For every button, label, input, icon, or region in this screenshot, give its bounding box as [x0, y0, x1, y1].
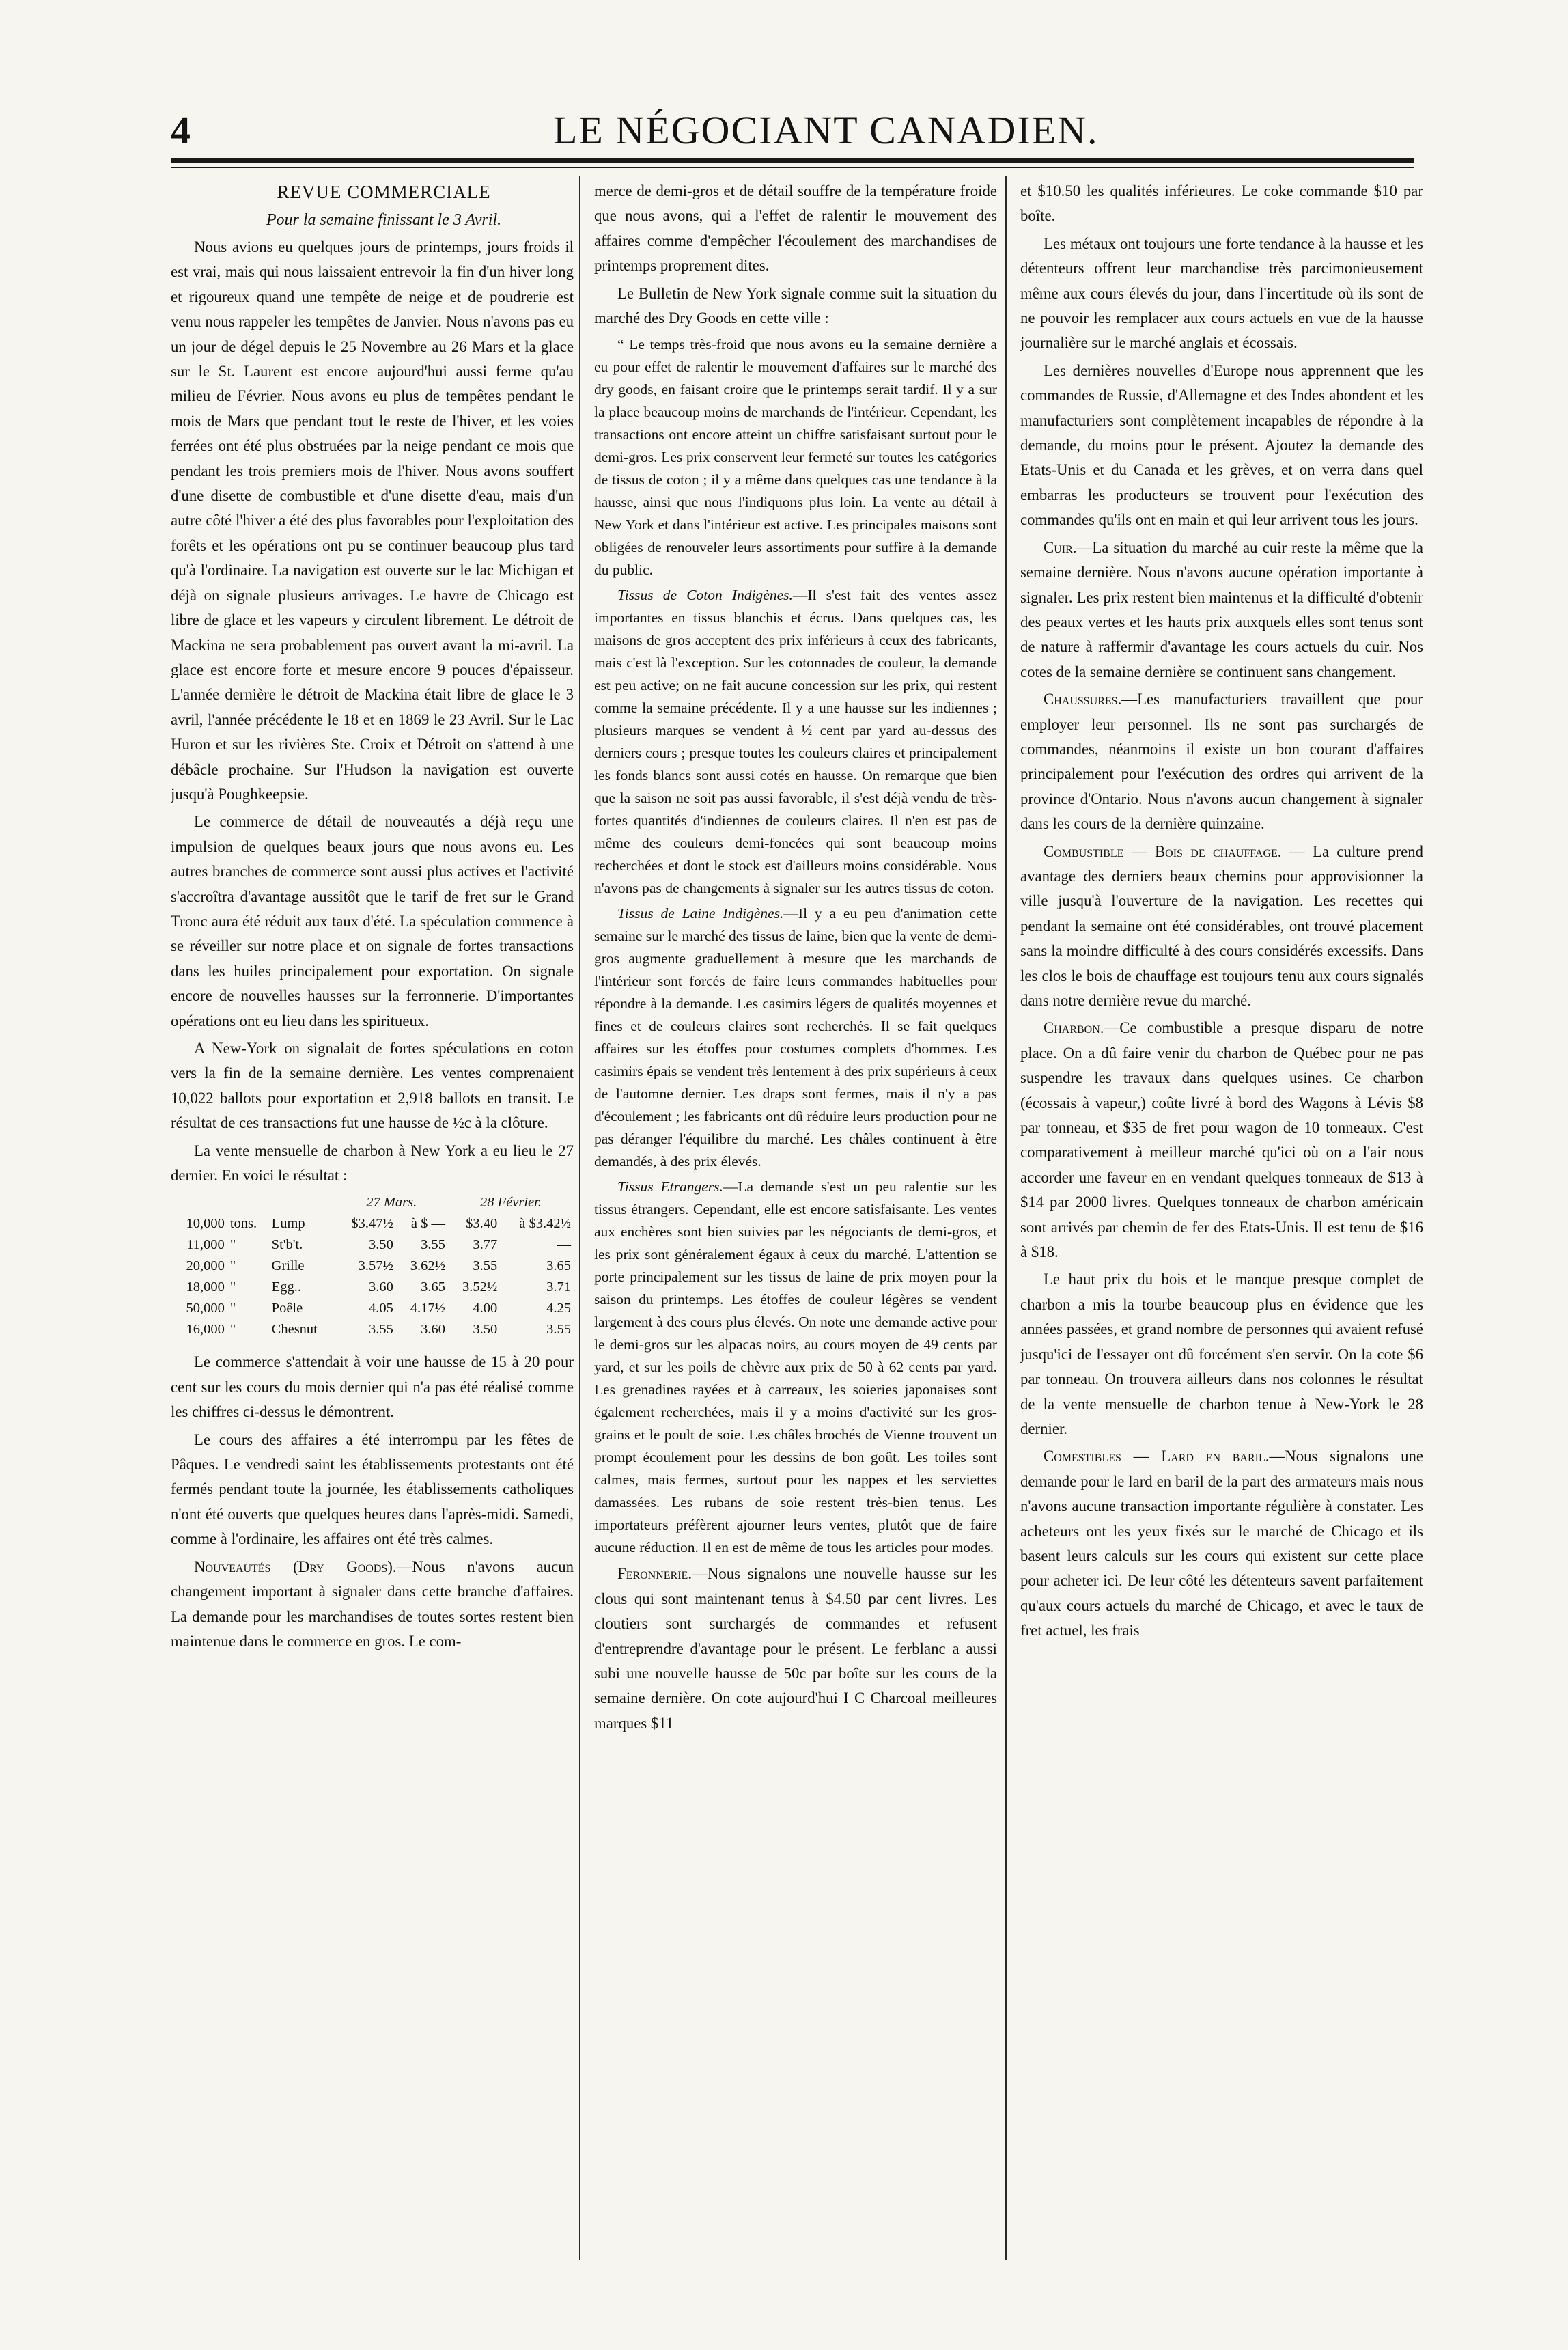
- paragraph-lead: Cuir.: [1044, 538, 1077, 556]
- table-cell: 3.55: [546, 1322, 571, 1338]
- paragraph-body: —Les manufacturiers travaillent que pour employer leur personnel. Ils ne sont pas surchargés de commandes, néanmoins il existe un bon courant d'affaires principalement pour l'exécution des ordres qui arrivent de la province d'Ontario. Nous n'avons aucun changement à signaler dans les cours de la dernière quinzaine.: [1020, 691, 1423, 833]
- table-row: [171, 1234, 574, 1256]
- column-3: [1020, 179, 1423, 2269]
- table-cell: 20,000: [186, 1258, 225, 1274]
- paragraph: merce de demi-gros et de détail souffre de la température froide que nous avons, qui a l'effet de ralentir le mouvement des affaires comme d'empêcher l'écoulement des marchandises de printemps proprement dites.: [594, 182, 997, 275]
- table-cell: 3.50: [368, 1237, 393, 1253]
- paragraph-body: —Nous n'avons aucun changement important à signaler dans cette branche d'affaires. La demande pour les marchandises de toutes sortes restent bien maintenue dans le commerce en gros. Le com-: [171, 1558, 574, 1650]
- table-cell: Egg..: [271, 1280, 301, 1295]
- table-cell: ": [229, 1280, 236, 1295]
- section-heading: REVUE COMMERCIALE: [277, 182, 491, 202]
- paragraph-body: —La demande s'est un peu ralentie sur les tissus étrangers. Cependant, elle est encore satisfaisante. Les ventes aux enchères sont bien suivies par les négociants de demi-gros, et les prix sont généralement égaux à ceux du marché. L'attention se porte principalement sur les tissus de laine de prix moyen pour la saison du printemps. Les étoffes de couleur légères se vendent largement à des cours plus élevés. On note une demande active pour le demi-gros sur les alpacas noirs, au cours moyen de 49 cents par yard, et sur les poils de chèvre aux prix de 50 à 62 cents par yard. Les grenadines rayées et à carreaux, les soieries japonaises sont également recherchées, mais il y a moins d'activité sur les gros-grains et le poult de soie. Les châles brochés de Vienne trouvent un prompt écoulement pour les dessins de bon goût. Les toiles sont calmes, mais fermes, surtout pour les nappes et les serviettes damassées. Les rubans de soie restent très-bien tenus. Les importateurs préfèrent ajourner leurs ventes, plutôt que de faire aucune réduction. Il en est de même de tous les articles pour modes.: [594, 1178, 997, 1556]
- paragraph-lead: Combustible — Bois de chauffage.: [1044, 842, 1282, 860]
- paragraph-body: —Il s'est fait des ventes assez importantes en tissus blanchis et écrus. Dans quelques cas, les maisons de gros acceptent des prix inférieurs à ceux des fabricants, mais c'est là l'exception. Sur les cotonnades de couleur, la demande est peu active; on ne fait aucune concession sur les prix, qui restent comme la semaine précédente. Il y a une hausse sur les indiennes ; plusieurs marques se vendent à ½ cent par yard au-dessus des derniers cours ; presque toutes les couleurs claires et principalement les fonds blancs sont aussi cotés en hausse. On remarque que bien que la saison ne soit pas aussi favorable, il s'est déjà vendu de très-fortes quantités d'indiennes de couleurs claires. Il n'en est pas de même des couleurs demi-foncées qui sont beaucoup moins recherchées et dont le stock est d'ailleurs moins considérable. Nous n'avons pas de changements à signaler sur les autres tissus de coton.: [594, 587, 997, 897]
- table-row: [171, 1277, 574, 1298]
- table-cell: $3.40: [466, 1216, 498, 1232]
- paragraph-body: —Nous signalons une nouvelle hausse sur les clous qui sont maintenant tenus à $4.50 par cent livres. Les cloutiers sont surchargés de commandes et refusent d'entreprendre d'avantage pour le présent. Le ferblanc a aussi subi une nouvelle hausse de 50c par boîte sur les cours de la semaine dernière. On cote aujourd'hui I C Charcoal meilleures marques $11: [594, 1565, 997, 1732]
- paragraph: Le Bulletin de New York signale comme suit la situation du marché des Dry Goods en cette ville :: [594, 284, 997, 327]
- table-cell: 3.71: [546, 1280, 571, 1295]
- table-cell: 10,000: [186, 1216, 225, 1232]
- table-cell: 3.50: [473, 1322, 498, 1338]
- column-header-fevrier: 28 Février.: [480, 1195, 542, 1211]
- table-cell: 3.57½: [358, 1258, 393, 1274]
- paragraph: [1020, 1016, 1423, 1264]
- table-row: [171, 1213, 574, 1234]
- paragraph: Le haut prix du bois et le manque presque complet de charbon a mis la tourbe beaucoup plus en évidence que les années passées, et grand nombre de personnes qui avaient refusé jusqu'ici de l'essayer ont dû forcément s'en servir. On la cote $6 par tonneau. On trouvera ailleurs dans nos colonnes le résultat de la vente mensuelle de charbon tenue à New-York le 28 dernier.: [1020, 1271, 1423, 1437]
- table-cell: 3.77: [473, 1237, 498, 1253]
- paragraph: Le commerce s'attendait à voir une hausse de 15 à 20 pour cent sur les cours du mois dernier qui n'a pas été réalisé comme les chiffres ci-dessus le démontrent.: [171, 1353, 574, 1421]
- paragraph: Le cours des affaires a été interrompu par les fêtes de Pâques. Le vendredi saint les établissements protestants ont été fermés pendant toute la journée, les établissements catholiques n'ont été ouverts que quelques heures dans l'après-midi. Samedi, comme à l'ordinaire, les affaires ont été très calmes.: [171, 1430, 574, 1548]
- paragraph: [594, 1562, 997, 1736]
- table-cell: 4.05: [368, 1301, 393, 1316]
- table-cell: ": [229, 1258, 236, 1274]
- paragraph-lead: Nouveautés (Dry Goods).: [194, 1558, 397, 1575]
- paragraph: A New-York on signalait de fortes spéculations en coton vers la fin de la semaine dernière. Les ventes comprenaient 10,022 ballots pour exportation et 2,918 ballots en transit. Le résultat de ces transactions fut une hausse de ½c à la clôture.: [171, 1040, 574, 1132]
- table-cell: 3.55: [368, 1322, 393, 1338]
- table-cell: 3.52½: [462, 1280, 498, 1295]
- paper-title: LE NÉGOCIANT CANADIEN.: [553, 108, 1099, 152]
- paragraph: [1020, 840, 1423, 1014]
- paragraph-lead: Feronnerie.: [617, 1565, 692, 1583]
- table-cell: 3.65: [421, 1280, 446, 1295]
- quoted-paragraph: [594, 584, 997, 900]
- table-cell: 4.00: [473, 1301, 498, 1316]
- table-cell: Poêle: [271, 1301, 303, 1316]
- page-number: 4: [171, 108, 191, 152]
- table-cell: 11,000: [186, 1237, 225, 1253]
- table-cell: 4.25: [546, 1301, 571, 1316]
- column-divider-2: [1005, 176, 1007, 2260]
- table-cell: —: [557, 1237, 571, 1253]
- paragraph-body: —Ce combustible a presque disparu de notre place. On a dû faire venir du charbon de Québec pour ne pas suspendre les travaux dans quelques usines. Ce charbon (écossais à vapeur,) coûte livré à bord des Wagons à Lévis $8 par tonneau, et $35 de fret pour wagon de 10 tonneaux. C'est comparativement à meilleur marché qu'ici où on a l'air nous accorder une faveur en en vendant quelques tonneaux de $13 à $14 par 2000 livres. Quelques tonneaux de charbon américain sont arrivés par chemin de fer des Etats-Unis. Il est tenu de $16 à $18.: [1020, 1019, 1423, 1261]
- table-cell: ": [229, 1322, 236, 1338]
- table-cell: 4.17½: [410, 1301, 446, 1316]
- masthead: [171, 102, 1414, 157]
- table-cell: à $3.42½: [519, 1216, 571, 1232]
- paragraph: [1020, 687, 1423, 836]
- column-header-mars: 27 Mars.: [366, 1195, 417, 1211]
- column-2: [594, 179, 997, 2269]
- paragraph-lead: Tissus de Laine Indigènes.: [617, 905, 784, 922]
- table-cell: 3.65: [546, 1258, 571, 1274]
- paragraph: [171, 1555, 574, 1655]
- table-row: [171, 1319, 574, 1340]
- table-cell: 16,000: [186, 1322, 225, 1338]
- table-cell: 50,000: [186, 1301, 225, 1316]
- table-cell: 3.60: [368, 1280, 393, 1295]
- table-cell: ": [229, 1237, 236, 1253]
- quoted-paragraph: “ Le temps très-froid que nous avons eu la semaine dernière a eu pour effet de ralentir le mouvement d'affaires sur le marché des dry goods, en faisant croire que le printemps serait tardif. Il y a sur la place beaucoup moins de marchands de l'intérieur. Cependant, les transactions ont encore atteint un chiffre satisfaisant surtout pour le demi-gros. Les prix conservent leur fermeté sur toutes les catégories de tissus de coton ; il y a même dans quelques cas une tendance à la hausse, ainsi que nous l'indiquons plus loin. La vente au détail à New York et dans l'intérieur est active. Les principales maisons sont obligées de renouveler leurs assortiments pour suffire à la demande du public.: [594, 336, 997, 579]
- table-cell: ": [229, 1301, 236, 1316]
- paragraph-lead: Tissus Etrangers.: [617, 1178, 723, 1195]
- paragraph-body: —La situation du marché au cuir reste la même que la semaine dernière. Nous n'avons aucune opération importante à signaler. Les prix restent bien maintenus et la difficulté d'obtenir des peaux vertes et les hauts prix auxquels elles sont tenus sont de nature à raffermir d'avantage les cours actuels du cuir. Nos cotes de la semaine dernière se continuent sans changement.: [1020, 538, 1423, 680]
- paragraph: [1020, 1444, 1423, 1643]
- table-header-row: [171, 1192, 574, 1213]
- paragraph: Le commerce de détail de nouveautés a déjà reçu une impulsion de quelques beaux jours que nous avons eu. Les autres branches de commerce sont aussi plus actives et l'activité s'accroîtra d'avantage aussitôt que le tarif de fret sur le Grand Tronc aura été réduit aux taux d'été. La spéculation commence à se réveiller sur notre place et on signale de fortes transactions dans les huiles principalement pour exportation. On signale encore de nouvelles hausses sur la ferronnerie. D'importantes opérations ont eu lieu dans les spiritueux.: [171, 813, 574, 1029]
- section-subheading: Pour la semaine finissant le 3 Avril.: [266, 211, 502, 229]
- table-cell: St'b't.: [271, 1237, 303, 1253]
- table-cell: Lump: [271, 1216, 305, 1232]
- table-cell: 3.62½: [410, 1258, 446, 1274]
- paragraph: et $10.50 les qualités inférieures. Le coke commande $10 par boîte.: [1020, 182, 1423, 225]
- quoted-paragraph: [594, 902, 997, 1173]
- coal-price-table: [171, 1192, 574, 1340]
- table-row: [171, 1298, 574, 1319]
- table-cell: Chesnut: [271, 1322, 318, 1338]
- paragraph: Les métaux ont toujours une forte tendance à la hausse et les détenteurs offrent leur marchandise très parcimonieusement même aux cours élevés du jour, dans l'incertitude où ils sont de ne pouvoir les remplacer aux cours actuels en vue de la hausse journalière sur le marché anglais et écossais.: [1020, 234, 1423, 352]
- table-cell: tons.: [229, 1216, 257, 1232]
- table-row: [171, 1256, 574, 1277]
- table-cell: Grille: [271, 1258, 305, 1274]
- column-divider-1: [579, 176, 580, 2260]
- header-rule-thin: [171, 167, 1414, 168]
- paragraph-lead: Chaussures.: [1044, 691, 1122, 708]
- table-cell: à $ —: [410, 1216, 446, 1232]
- paragraph: Nous avions eu quelques jours de printemps, jours froids il est vrai, mais qui nous laissaient entrevoir la fin d'un hiver long et rigoureux quand une tempête de neige et de poudrerie est venu nous rappeler les tempêtes de Janvier. Nous n'avons pas eu un jour de dégel depuis le 25 Novembre au 26 Mars et la glace sur le St. Laurent est encore aujourd'hui aussi ferme qu'au milieu de Février. Nous avons eu plus de tempêtes pendant le mois de Mars que pendant tout le reste de l'hiver, et les voies ferrées ont été plus obstruées par la neige pendant ce mois que pendant les trois premiers mois de l'hiver. Nous avons souffert d'une disette de combustible et d'une disette d'eau, mais d'un autre côté l'hiver a été des plus favorables pour l'exploitation des forêts et les opérations ont pu se continuer beaucoup plus tard qu'à l'ordinaire. La navigation est ouverte sur le lac Michigan et déjà on signale plusieurs arrivages. Le havre de Chicago est libre de glace et les vapeurs y circulent librement. Le détroit de Mackina ne sera probablement pas ouvert avant la mi-avril. La glace est encore forte et mesure encore 9 pouces d'épaisseur. L'année dernière le détroit de Mackina était libre de glace le 3 avril, l'année précédente le 18 et en 1869 le 23 Avril. Sur le Lac Huron et sur les rivières Ste. Croix et Détroit on s'attend à une débâcle prochaine. Sur l'Hudson la navigation est ouverte jusqu'à Poughkeepsie.: [171, 238, 574, 803]
- paragraph: La vente mensuelle de charbon à New York a eu lieu le 27 dernier. En voici le résultat :: [171, 1142, 574, 1185]
- paragraph-lead: Charbon.: [1044, 1019, 1104, 1037]
- column-1: [171, 179, 574, 2269]
- paragraph: Les dernières nouvelles d'Europe nous apprennent que les commandes de Russie, d'Allemagne et des Indes abondent et les manufacturiers sont complètement incapables de répondre à la demande, du moins pour le présent. Ajoutez la demande des Etats-Unis et du Canada et les grèves, et on verra dans quel embarras les producteurs se trouvent pour l'exécution des commandes qu'ils ont en main et qui leur arrivent tous les jours.: [1020, 361, 1423, 529]
- header-rule-thick: [171, 158, 1414, 163]
- table-cell: 3.60: [421, 1322, 446, 1338]
- table-cell: 3.55: [421, 1237, 446, 1253]
- paragraph-body: —Il y a eu peu d'animation cette semaine sur le marché des tissus de laine, bien que la vente de demi-gros augmente graduellement à mesure que les marchands de l'intérieur sont forcés de faire leurs commandes habituelles pour répondre à la demande. Les casimirs légers de qualités moyennes et fines et de couleurs claires sont recherchés. Il se fait quelques affaires sur les étoffes pour costumes complets d'hommes. Les casimirs épais se vendent très lentement à des prix supérieurs à ceux de l'automne dernier. Les draps sont fermes, mais il n'y a pas d'écoulement ; les fabricants ont dû réduire leurs production pour ne pas déranger l'équilibre du marché. Les châles continuent à être demandés, à des prix élevés.: [594, 905, 997, 1170]
- table-cell: $3.47½: [351, 1216, 393, 1232]
- paragraph-body: —Nous signalons une demande pour le lard en baril de la part des armateurs mais nous n'avons aucune transaction importante régulière à constater. Les acheteurs ont les yeux fixés sur le marché de Chicago et ils basent leurs calculs sur les cours qui existent sur cette place pour acheter ici. De leur côté les détenteurs savent parfaitement qu'aux cours actuels du marché de Chicago, et avec le taux de fret actuel, les frais: [1020, 1448, 1423, 1640]
- quoted-paragraph: [594, 1176, 997, 1559]
- paragraph-lead: Comestibles — Lard en baril.: [1044, 1448, 1270, 1465]
- paragraph: [1020, 536, 1423, 685]
- paragraph-lead: Tissus de Coton Indigènes.: [617, 587, 793, 604]
- paragraph-body: — La culture prend avantage des derniers beaux chemins pour approvisionner la ville jusqu'à l'ouverture de la navigation. Les recettes qui pendant la semaine ont été considérables, ont trouvé placement sans la moindre difficulté à des cours considérés excessifs. Dans les clos le bois de chauffage est toujours tenu aux cours signalés dans notre dernière revue du marché.: [1020, 842, 1423, 1009]
- table-cell: 18,000: [186, 1280, 225, 1295]
- table-cell: 3.55: [473, 1258, 498, 1274]
